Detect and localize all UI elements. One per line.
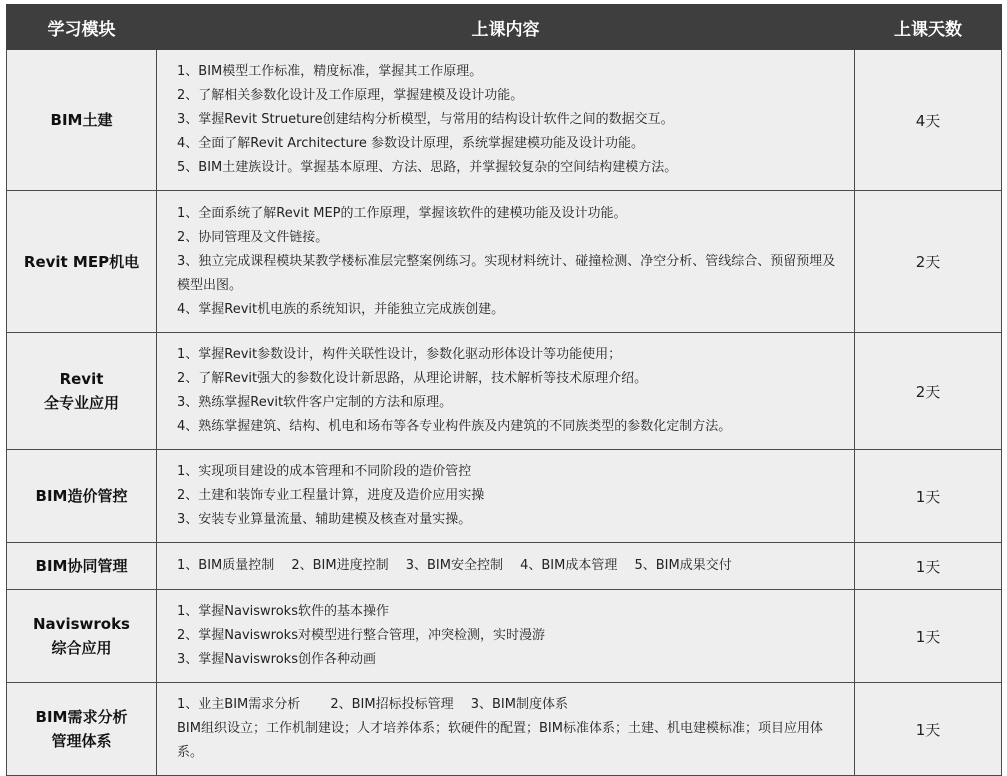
- header-module: 学习模块: [7, 5, 157, 50]
- module-name: Naviswroks: [33, 615, 130, 633]
- table-body: [7, 50, 1002, 776]
- module-cell: [7, 683, 157, 776]
- content-line: 2、协同管理及文件链接。: [177, 229, 329, 245]
- content-line: 3、熟练掌握Revit软件客户定制的方法和原理。: [177, 395, 453, 410]
- content-line: 1、全面系统了解Revit MEP的工作原理，掌握该软件的建模功能及设计功能。: [177, 205, 627, 221]
- content-cell: [157, 50, 855, 191]
- table-row: [7, 590, 1002, 683]
- content-line: 2、了解相关参数化设计及工作原理，掌握建模及设计功能。: [177, 88, 524, 103]
- module-name: Revit MEP机电: [23, 252, 140, 271]
- module-name: 全专业应用: [43, 394, 119, 412]
- module-cell: [7, 543, 157, 590]
- content-line: 4、掌握Revit机电族的系统知识，并能独立完成族创建。: [177, 301, 505, 317]
- module-name: Revit: [59, 370, 104, 388]
- content-line: 1、掌握Revit参数设计，构件关联性设计，参数化驱动形体设计等功能使用；: [177, 347, 622, 362]
- content-line: 4、全面了解Revit Architecture 参数设计原理，系统掌握建模功能及设计功能。: [177, 136, 644, 151]
- module-cell: [7, 333, 157, 450]
- module-cell: [7, 590, 157, 683]
- module-name: BIM造价管控: [35, 487, 128, 505]
- days-cell: 2天: [855, 191, 1002, 333]
- table-row: [7, 50, 1002, 191]
- content-cell: [157, 333, 855, 450]
- table-row: [7, 450, 1002, 543]
- course-table: [6, 4, 1002, 776]
- content-line: 1、实现项目建设的成本管理和不同阶段的造价管控: [177, 464, 472, 479]
- module-cell: [7, 450, 157, 543]
- content-line: 1、BIM模型工作标准，精度标准，掌握其工作原理。: [177, 64, 483, 79]
- content-cell: [157, 450, 855, 543]
- module-cell: [7, 50, 157, 191]
- content-line: 2、土建和装饰专业工程量计算，进度及造价应用实操: [177, 488, 485, 503]
- content-line: 1、掌握Naviswroks软件的基本操作: [177, 604, 389, 619]
- table-row: [7, 333, 1002, 450]
- table-row: [7, 683, 1002, 776]
- module-name: 综合应用: [51, 639, 112, 657]
- content-line: 2、掌握Naviswroks对模型进行整合管理，冲突检测，实时漫游: [177, 628, 545, 643]
- module-name: BIM协同管理: [35, 557, 128, 575]
- header-content: 上课内容: [157, 5, 855, 50]
- table-row: [7, 543, 1002, 590]
- days-cell: 1天: [855, 543, 1002, 590]
- content-line: 1、BIM质量控制 2、BIM进度控制 3、BIM安全控制 4、BIM成本管理 5、BIM成果交付: [177, 558, 732, 573]
- days-cell: 4天: [855, 50, 1002, 191]
- module-name: 管理体系: [51, 732, 112, 750]
- content-line: BIM组织设立；工作机制建设；人才培养体系；软硬件的配置；BIM标准体系；土建、机电建模标准；项目应用体系。: [177, 721, 823, 760]
- table-header: [7, 5, 1002, 50]
- content-line: 4、熟练掌握建筑、结构、机电和场布等各专业构件族及内建筑的不同族类型的参数化定制方法。: [177, 419, 732, 434]
- content-line: 3、安装专业算量流量、辅助建模及核查对量实操。: [177, 512, 472, 527]
- days-cell: 1天: [855, 683, 1002, 776]
- content-cell: [157, 590, 855, 683]
- header-days: 上课天数: [855, 5, 1002, 50]
- days-cell: 2天: [855, 333, 1002, 450]
- content-line: 1、业主BIM需求分析 2、BIM招标投标管理 3、BIM制度体系: [177, 697, 568, 712]
- table-row: [7, 191, 1002, 333]
- content-line: 3、掌握Revit Strueture创建结构分析模型，与常用的结构设计软件之间的数据交互。: [177, 112, 674, 127]
- module-name: BIM需求分析: [35, 708, 128, 726]
- content-line: 5、BIM土建族设计。掌握基本原理、方法、思路，并掌握较复杂的空间结构建模方法。: [177, 160, 678, 175]
- content-line: 3、独立完成课程模块某教学楼标准层完整案例练习。实现材料统计、碰撞检测、净空分析、管线综合、预留预埋及模型出图。: [177, 253, 836, 293]
- content-cell: [157, 191, 855, 333]
- content-line: 2、了解Revit强大的参数化设计新思路，从理论讲解，技术解析等技术原理介绍。: [177, 371, 648, 386]
- content-line: 3、掌握Naviswroks创作各种动画: [177, 652, 376, 667]
- module-name: BIM土建: [50, 111, 113, 129]
- days-cell: 1天: [855, 450, 1002, 543]
- content-cell: [157, 543, 855, 590]
- content-cell: [157, 683, 855, 776]
- days-cell: 1天: [855, 590, 1002, 683]
- module-cell: [7, 191, 157, 333]
